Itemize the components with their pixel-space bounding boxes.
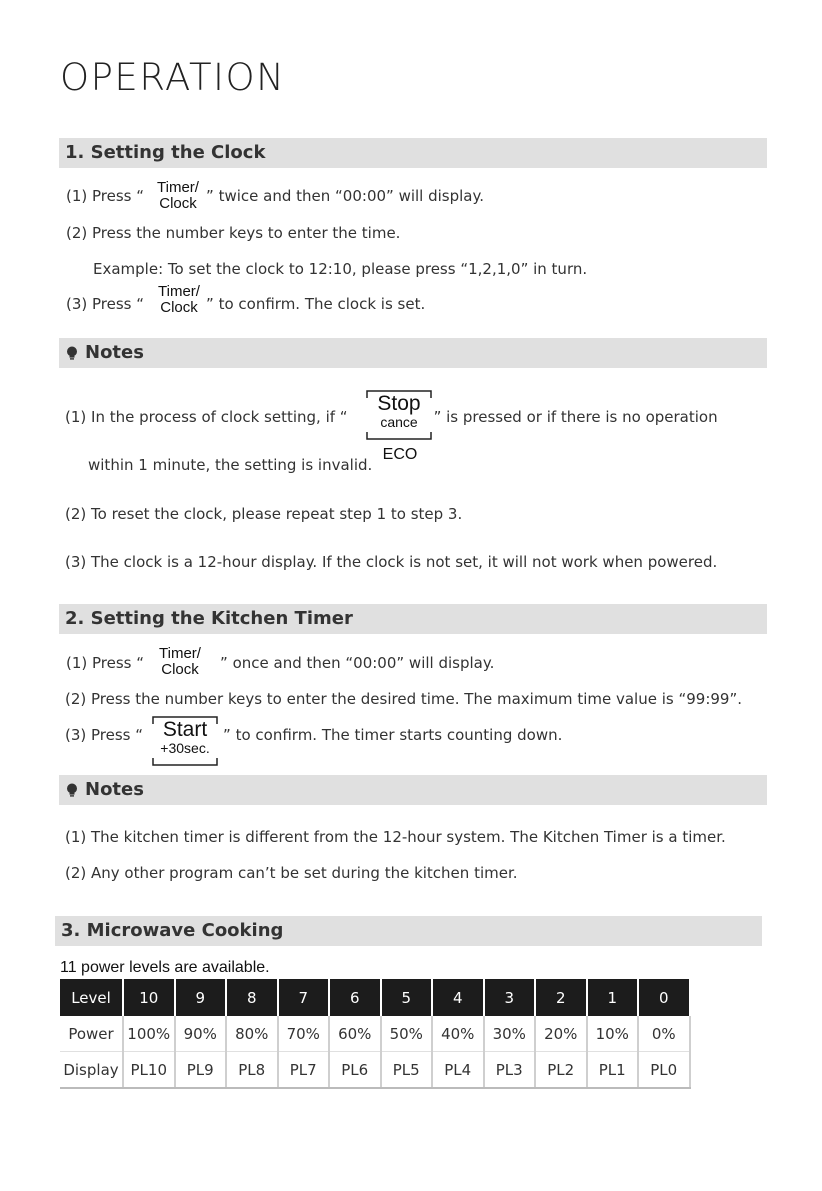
- table-cell: 7: [278, 979, 330, 1016]
- timer-step-3: [65, 726, 562, 744]
- table-cell: 8: [226, 979, 278, 1016]
- table-cell: 1: [587, 979, 639, 1016]
- section-heading-microwave-cooking: [55, 916, 762, 946]
- timer-clock-key-icon: Timer/ Clock: [157, 179, 199, 212]
- table-cell: 6: [329, 979, 381, 1016]
- lightbulb-icon: [65, 783, 79, 797]
- note-text: ” is pressed or if there is no operation: [433, 408, 718, 426]
- step-text: ” to confirm. The timer starts counting down.: [223, 726, 563, 744]
- notes-heading-timer: [59, 775, 767, 805]
- notes-heading-clock: [59, 338, 767, 368]
- table-cell: 80%: [226, 1016, 278, 1052]
- table-cell: PL8: [226, 1052, 278, 1089]
- table-cell: 2: [535, 979, 587, 1016]
- table-cell: 0%: [638, 1016, 690, 1052]
- notes2-item-2: (2) Any other program can’t be set during the kitchen timer.: [65, 864, 518, 882]
- table-cell: PL9: [175, 1052, 227, 1089]
- table-cell: PL7: [278, 1052, 330, 1089]
- table-cell: 70%: [278, 1016, 330, 1052]
- start-key-icon: Start +30sec.: [152, 716, 218, 766]
- table-cell: PL4: [432, 1052, 484, 1089]
- table-cell: 0: [638, 979, 690, 1016]
- table-cell: 60%: [329, 1016, 381, 1052]
- table-cell: 10%: [587, 1016, 639, 1052]
- notes-heading-text: Notes: [85, 342, 144, 363]
- table-cell: 5: [381, 979, 433, 1016]
- timer-clock-key-icon: Timer/ Clock: [159, 645, 201, 678]
- table-cell: PL10: [123, 1052, 175, 1089]
- step-text: (3) Press “: [66, 295, 145, 313]
- notes1-item-3: (3) The clock is a 12-hour display. If the clock is not set, it will not work when powered.: [65, 553, 718, 571]
- table-cell: PL1: [587, 1052, 639, 1089]
- section-heading-text: 3. Microwave Cooking: [61, 920, 284, 941]
- table-cell: PL5: [381, 1052, 433, 1089]
- table-cell: PL2: [535, 1052, 587, 1089]
- notes1-item-1-continued: within 1 minute, the setting is invalid.: [88, 456, 373, 474]
- table-cell: 100%: [123, 1016, 175, 1052]
- table-cell: 90%: [175, 1016, 227, 1052]
- table-cell: PL0: [638, 1052, 690, 1089]
- section-heading-clock: [59, 138, 767, 168]
- table-cell: 10: [123, 979, 175, 1016]
- page-title: OPERATION: [60, 56, 286, 99]
- row-label-power: Power: [60, 1016, 123, 1052]
- table-cell: 3: [484, 979, 536, 1016]
- notes2-item-1: (1) The kitchen timer is different from the 12-hour system. The Kitchen Timer is a timer.: [65, 828, 726, 846]
- step-text: (3) Press “: [65, 726, 144, 744]
- stop-cancel-key-icon: Stop cance: [366, 390, 432, 440]
- clock-step-2: (2) Press the number keys to enter the time.: [66, 224, 401, 242]
- section-heading-text: 1. Setting the Clock: [65, 142, 266, 163]
- table-cell: 40%: [432, 1016, 484, 1052]
- row-label-display: Display: [60, 1052, 123, 1089]
- timer-step-2: (2) Press the number keys to enter the desired time. The maximum time value is “99:99”.: [65, 690, 742, 708]
- table-cell: PL6: [329, 1052, 381, 1089]
- section-heading-text: 2. Setting the Kitchen Timer: [65, 608, 353, 629]
- lightbulb-icon: [65, 346, 79, 360]
- power-table: [60, 979, 691, 1089]
- clock-example: Example: To set the clock to 12:10, please press “1,2,1,0” in turn.: [93, 260, 588, 278]
- power-level-table: [60, 979, 691, 1089]
- clock-step-1: [66, 187, 484, 205]
- section-heading-kitchen-timer: [59, 604, 767, 634]
- step-text: ” twice and then “00:00” will display.: [206, 187, 484, 205]
- note-text: (1) In the process of clock setting, if “: [65, 408, 348, 426]
- row-label-level: Level: [60, 979, 123, 1016]
- notes1-item-2: (2) To reset the clock, please repeat step 1 to step 3.: [65, 505, 463, 523]
- table-cell: PL3: [484, 1052, 536, 1089]
- table-cell: 4: [432, 979, 484, 1016]
- timer-step-1: [66, 654, 494, 672]
- step-text: ” to confirm. The clock is set.: [206, 295, 426, 313]
- eco-label: ECO: [382, 446, 418, 463]
- step-text: (1) Press “: [66, 187, 145, 205]
- table-cell: 9: [175, 979, 227, 1016]
- table-row-display: [60, 1052, 690, 1089]
- timer-clock-key-icon: Timer/ Clock: [158, 283, 200, 316]
- step-text: ” once and then “00:00” will display.: [220, 654, 495, 672]
- notes-heading-text: Notes: [85, 779, 144, 800]
- table-row-level: [60, 979, 690, 1016]
- table-cell: 20%: [535, 1016, 587, 1052]
- power-levels-intro: 11 power levels are available.: [60, 959, 270, 976]
- table-cell: 30%: [484, 1016, 536, 1052]
- step-text: (1) Press “: [66, 654, 145, 672]
- table-cell: 50%: [381, 1016, 433, 1052]
- table-row-power: [60, 1016, 690, 1052]
- clock-step-3: [66, 295, 425, 313]
